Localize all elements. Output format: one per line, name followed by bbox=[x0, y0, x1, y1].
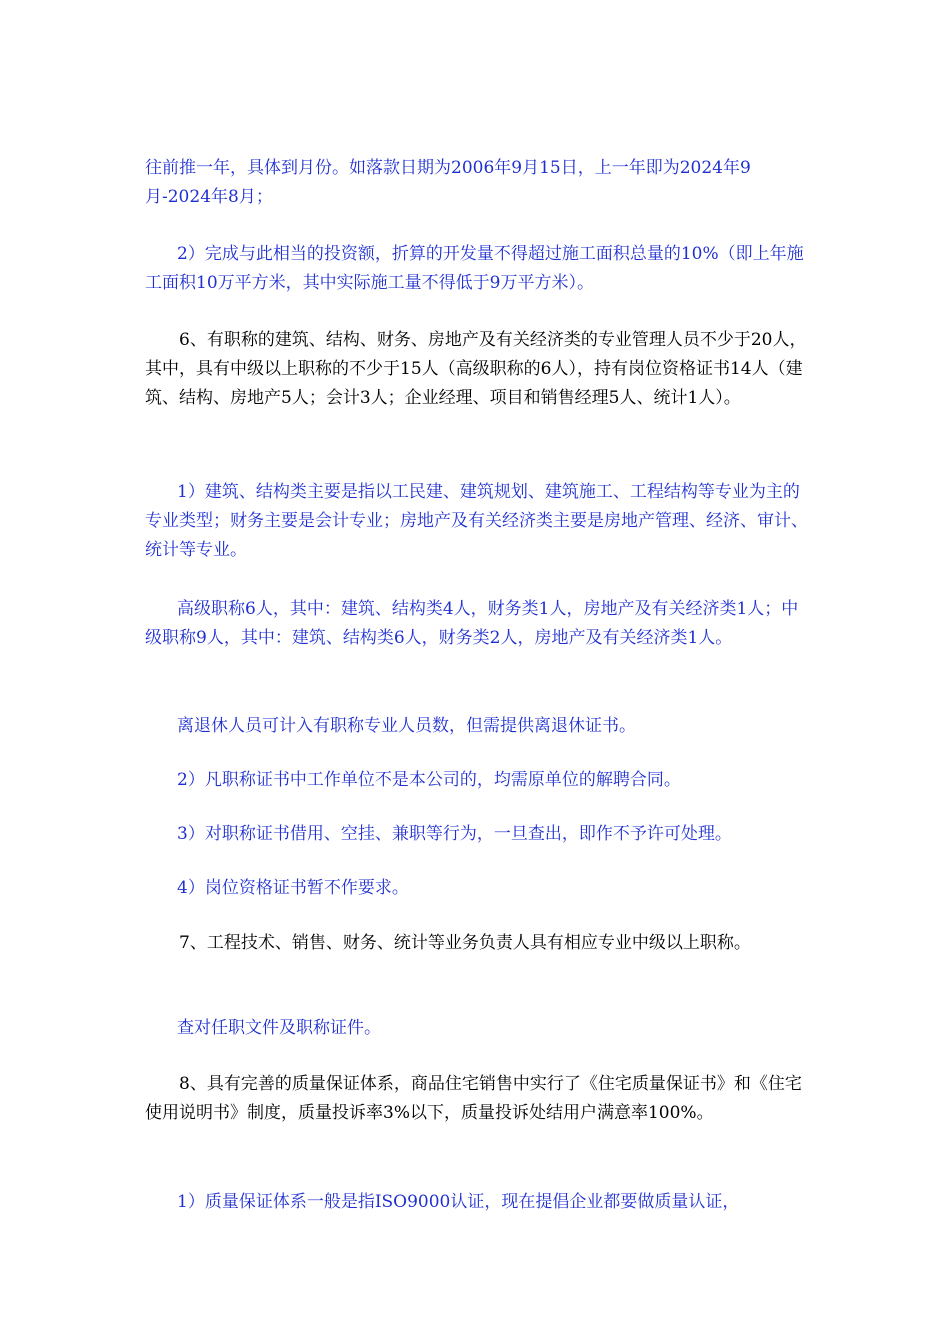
paragraph-item-6: 6、有职称的建筑、结构、财务、房地产及有关经济类的专业管理人员不少于20人，其中，具有中级以上职称的不少于15人（高级职称的6人），持有岗位资格证书14人（建筑、结构、房地产5人；会计3人；企业经理、项目和销售经理5人、统计1人）。 bbox=[145, 330, 807, 408]
paragraph-title-breakdown: 高级职称6人，其中：建筑、结构类4人，财务类1人，房地产及有关经济类1人；中级职称9人，其中：建筑、结构类6人，财务类2人，房地产及有关经济类1人。 bbox=[145, 599, 799, 648]
paragraph-item-7: 7、工程技术、销售、财务、统计等业务负责人具有相应专业中级以上职称。 bbox=[179, 933, 751, 953]
paragraph-dismissal-note: 2）凡职称证书中工作单位不是本公司的，均需原单位的解聘合同。 bbox=[177, 770, 681, 790]
paragraph-verify-note: 查对任职文件及职称证件。 bbox=[177, 1018, 381, 1038]
paragraph-misuse-note: 3）对职称证书借用、空挂、兼职等行为，一旦查出，即作不予许可处理。 bbox=[177, 824, 732, 844]
paragraph-quality-system-note: 1）质量保证体系一般是指ISO9000认证，现在提倡企业都要做质量认证， bbox=[177, 1192, 740, 1212]
paragraph-retiree-note: 离退休人员可计入有职称专业人员数，但需提供离退休证书。 bbox=[177, 716, 636, 736]
paragraph-specialty-note: 1）建筑、结构类主要是指以工民建、建筑规划、建筑施工、工程结构等专业为主的专业类型；财务主要是会计专业；房地产及有关经济类主要是房地产管理、经济、审计、统计等专业。 bbox=[145, 482, 808, 560]
paragraph-certificate-note: 4）岗位资格证书暂不作要求。 bbox=[177, 878, 409, 898]
paragraph-date-note: 往前推一年，具体到月份。如落款日期为2006年9月15日，上一年即为2024年9月-2024年8月； bbox=[145, 158, 751, 207]
paragraph-item-8: 8、具有完善的质量保证体系，商品住宅销售中实行了《住宅质量保证书》和《住宅使用说明书》制度，质量投诉率3%以下，质量投诉处结用户满意率100%。 bbox=[145, 1074, 802, 1123]
paragraph-investment-note: 2）完成与此相当的投资额，折算的开发量不得超过施工面积总量的10%（即上年施工面积10万平方米，其中实际施工量不得低于9万平方米）。 bbox=[145, 244, 804, 293]
